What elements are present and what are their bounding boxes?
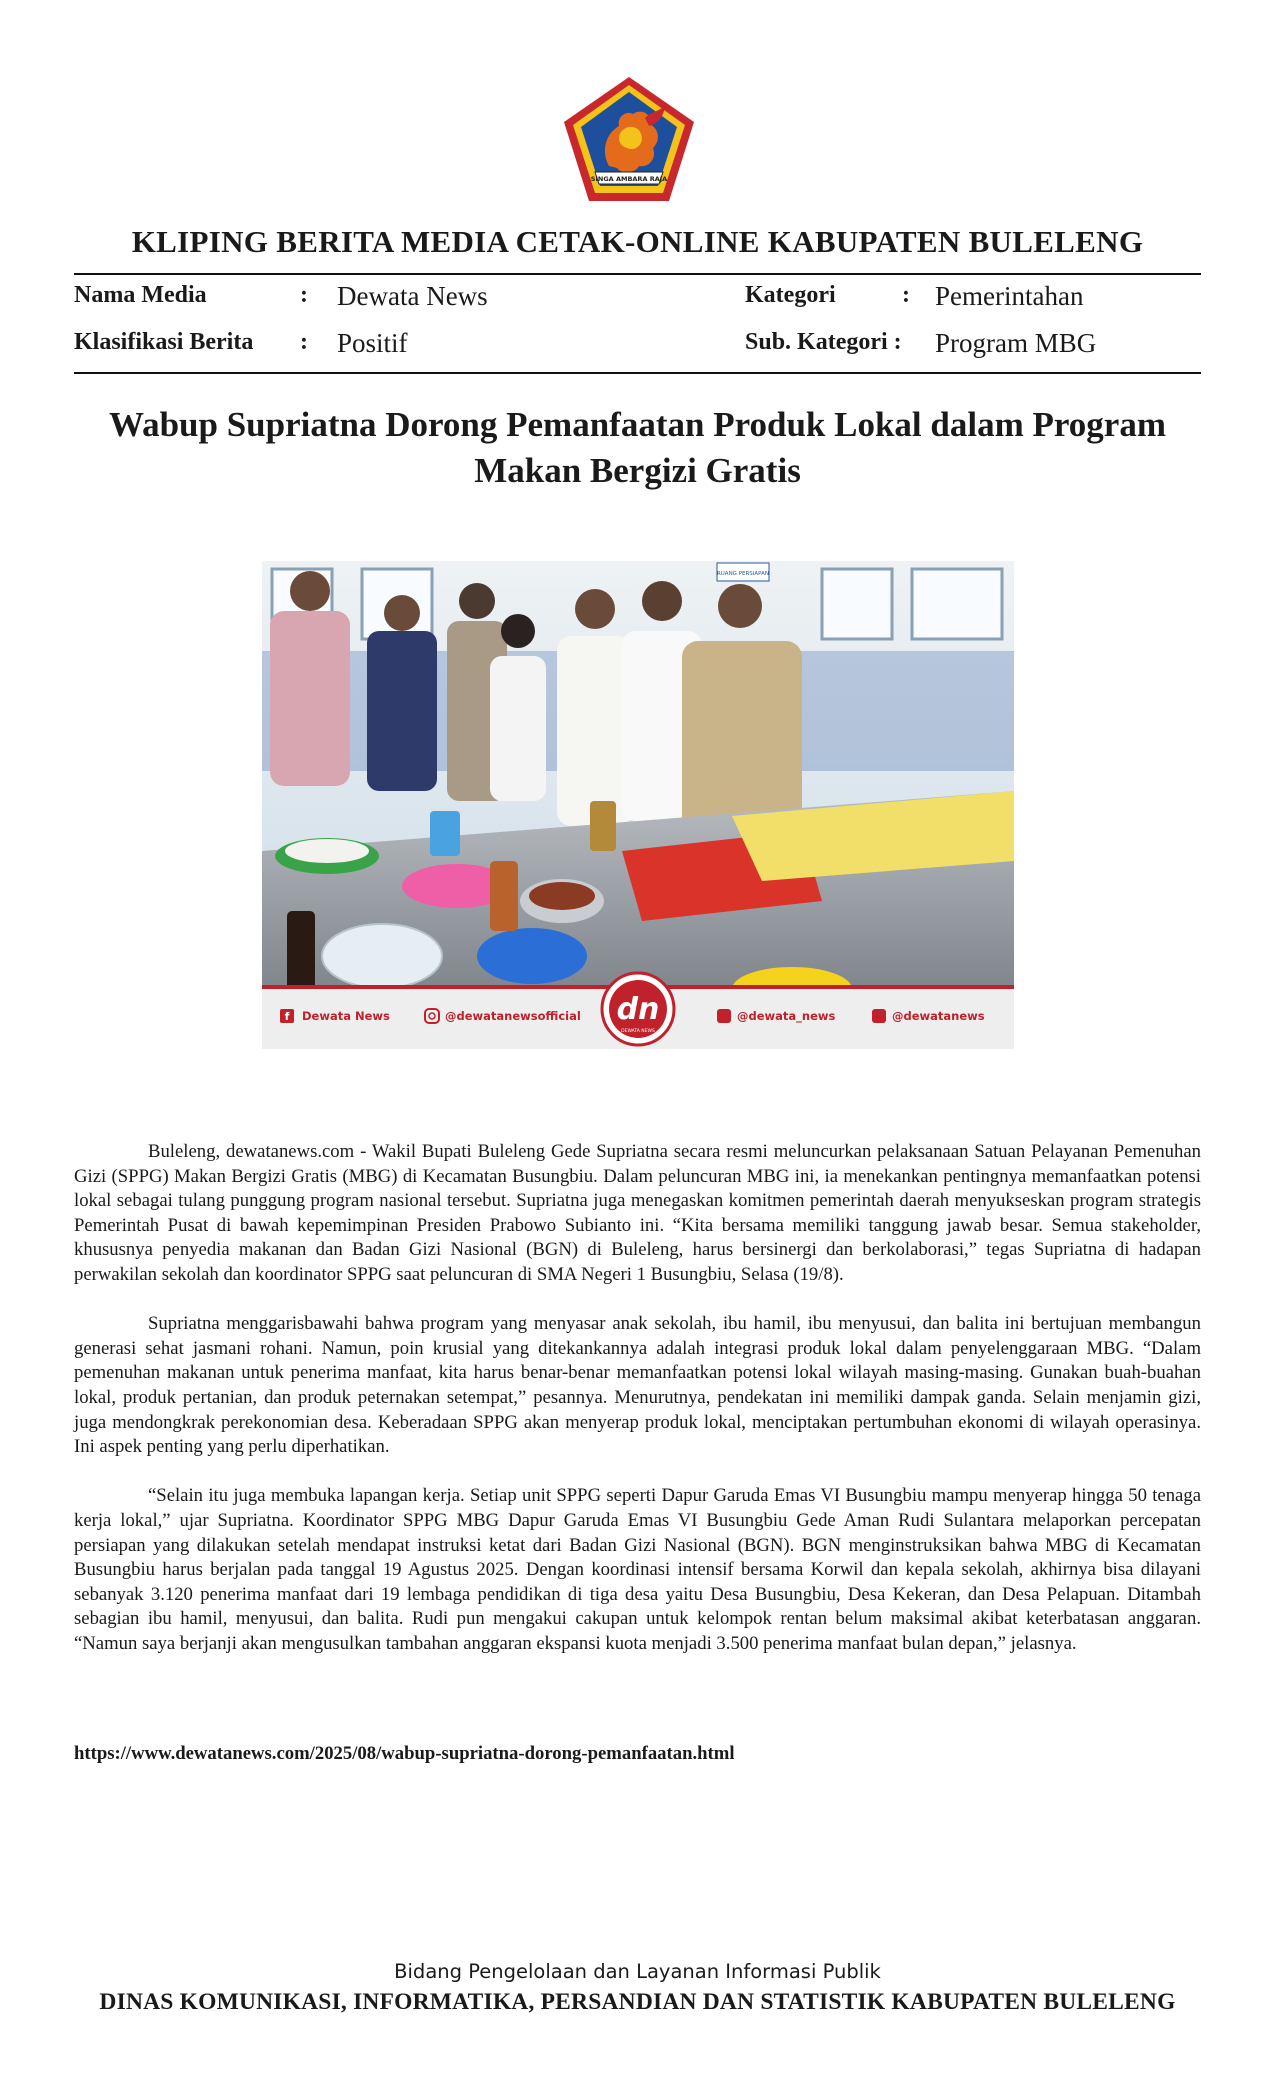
source-link[interactable]: https://www.dewatanews.com/2025/08/wabup-supriatna-dorong-pemanfaatan.html bbox=[74, 1743, 735, 1764]
svg-text:f: f bbox=[284, 1010, 290, 1023]
clipping-title: KLIPING BERITA MEDIA CETAK-ONLINE KABUPATEN BULELENG bbox=[131, 224, 1144, 259]
article-paragraph-2: Supriatna menggarisbawahi bahwa program yang menyasar anak sekolah, ibu hamil, ibu menyusui, dan balita ini bertujuan membangun generasi sehat jasmani rohani. Namun, poin krusial yang ditekankannya adalah integrasi produk lokal dalam penyelenggaraan MBG. “Dalam pemenuhan makanan untuk penerima manfaat, kita harus benar-benar memanfaatkan potensi lokal wilayah masing-masing. Gunakan buah-buahan lokal, produk pertanian, dan produk peternakan setempat,” pesannya. Menurutnya, pendekatan ini memiliki dampak ganda. Selain menjamin gizi, juga mendongkrak perekonomian desa. Keberadaan SPPG akan menyerap produk lokal, menciptakan pertumbuhan ekonomi di wilayah operasinya. Ini aspek penting yang perlu diperhatikan. bbox=[74, 1313, 1201, 1458]
kabupaten-buleleng-emblem bbox=[561, 74, 697, 204]
footer-department: Bidang Pengelolaan dan Layanan Informasi Publik bbox=[394, 1960, 881, 1983]
banner-twitter: @dewata_news bbox=[737, 1009, 836, 1023]
banner-logo-sub: DEWATA NEWS bbox=[621, 1029, 655, 1034]
nama-media-label: Nama Media bbox=[74, 282, 207, 308]
article-paragraph-3: “Selain itu juga membuka lapangan kerja. Setiap unit SPPG seperti Dapur Garuda Emas VI Busungbiu mampu menyerap hingga 50 tenaga kerja lokal,” ujar Supriatna. Koordinator SPPG MBG Dapur Garuda Emas VI Busungbiu Gede Aman Rudi Sulantara melaporkan percepatan persiapan yang dilakukan setelah mendapat instruksi ketat dari Badan Gizi Nasional (BGN). BGN menginstruksikan bahwa MBG di Kecamatan Busungbiu harus berjalan pada tanggal 19 Agustus 2025. Dengan koordinasi intensif bersama Korwil dan kepala sekolah, akhirnya bisa dilayani sebanyak 3.120 penerima manfaat dari 19 lembaga pendidikan di tiga desa yaitu Desa Busungbiu, Desa Kekeran, dan Desa Pelapuan. Ditambah sebagian ibu hamil, menyusui, dan balita. Rudi pun mengakui cakupan untuk kelompok rentan belum maksimal akibat keterbatasan anggaran. “Namun saya berjanji akan mengusulkan tambahan anggaran ekspansi kuota menjadi 3.500 penerima manfaat bulan depan,” jelasnya. bbox=[74, 1485, 1201, 1654]
article-body bbox=[74, 1140, 1201, 1681]
banner-facebook: Dewata News bbox=[302, 1009, 390, 1023]
banner-tiktok: @dewatanews bbox=[892, 1009, 985, 1023]
article-paragraph-1: Buleleng, dewatanews.com - Wakil Bupati Buleleng Gede Supriatna secara resmi meluncurkan pelaksanaan Satuan Pelayanan Pemenuhan Gizi (SPPG) Makan Bergizi Gratis (MBG) di Kecamatan Busungbiu. Dalam peluncuran MBG ini, ia menekankan pentingnya memanfaatkan potensi lokal sebagai tulang punggung program nasional tersebut. Supriatna juga menegaskan komitmen pemerintah daerah menyukseskan program strategis Pemerintah Pusat di bawah kepemimpinan Presiden Prabowo Subianto ini. “Kita bersama memiliki tanggung jawab besar. Semua stakeholder, khususnya penyedia makanan dan Badan Gizi Nasional (BGN) di Buleleng, harus bersinergi dan berkolaborasi,” tegas Supriatna di hadapan perwakilan sekolah dan koordinator SPPG saat peluncuran di SMA Negeri 1 Busungbiu, Selasa (19/8). bbox=[74, 1141, 1201, 1285]
kategori-label: Kategori bbox=[745, 282, 836, 308]
klasifikasi-colon: : bbox=[300, 329, 308, 355]
divider-top bbox=[74, 273, 1201, 275]
sub-kategori-value: Program MBG bbox=[935, 328, 1097, 358]
klasifikasi-label: Klasifikasi Berita bbox=[74, 329, 254, 355]
footer-agency: DINAS KOMUNIKASI, INFORMATIKA, PERSANDIAN DAN STATISTIK KABUPATEN BULELENG bbox=[99, 1989, 1176, 2015]
banner-logo: dn bbox=[616, 992, 660, 1027]
kategori-value: Pemerintahan bbox=[935, 281, 1084, 311]
nama-media-value: Dewata News bbox=[337, 281, 488, 311]
banner-instagram: @dewatanewsofficial bbox=[445, 1009, 581, 1023]
kategori-colon: : bbox=[902, 282, 910, 308]
divider-bottom bbox=[74, 372, 1201, 374]
klasifikasi-value: Positif bbox=[337, 328, 408, 358]
article-headline: Wabup Supriatna Dorong Pemanfaatan Produk Lokal dalam Program Makan Bergizi Gratis bbox=[109, 405, 1166, 490]
emblem-motto: SINGA AMBARA RAJA bbox=[590, 175, 668, 183]
article-photo bbox=[262, 561, 1014, 1049]
room-sign-text: RUANG PERSIAPAN bbox=[716, 571, 770, 577]
sub-kategori-label: Sub. Kategori : bbox=[745, 329, 902, 355]
nama-media-colon: : bbox=[300, 282, 308, 308]
